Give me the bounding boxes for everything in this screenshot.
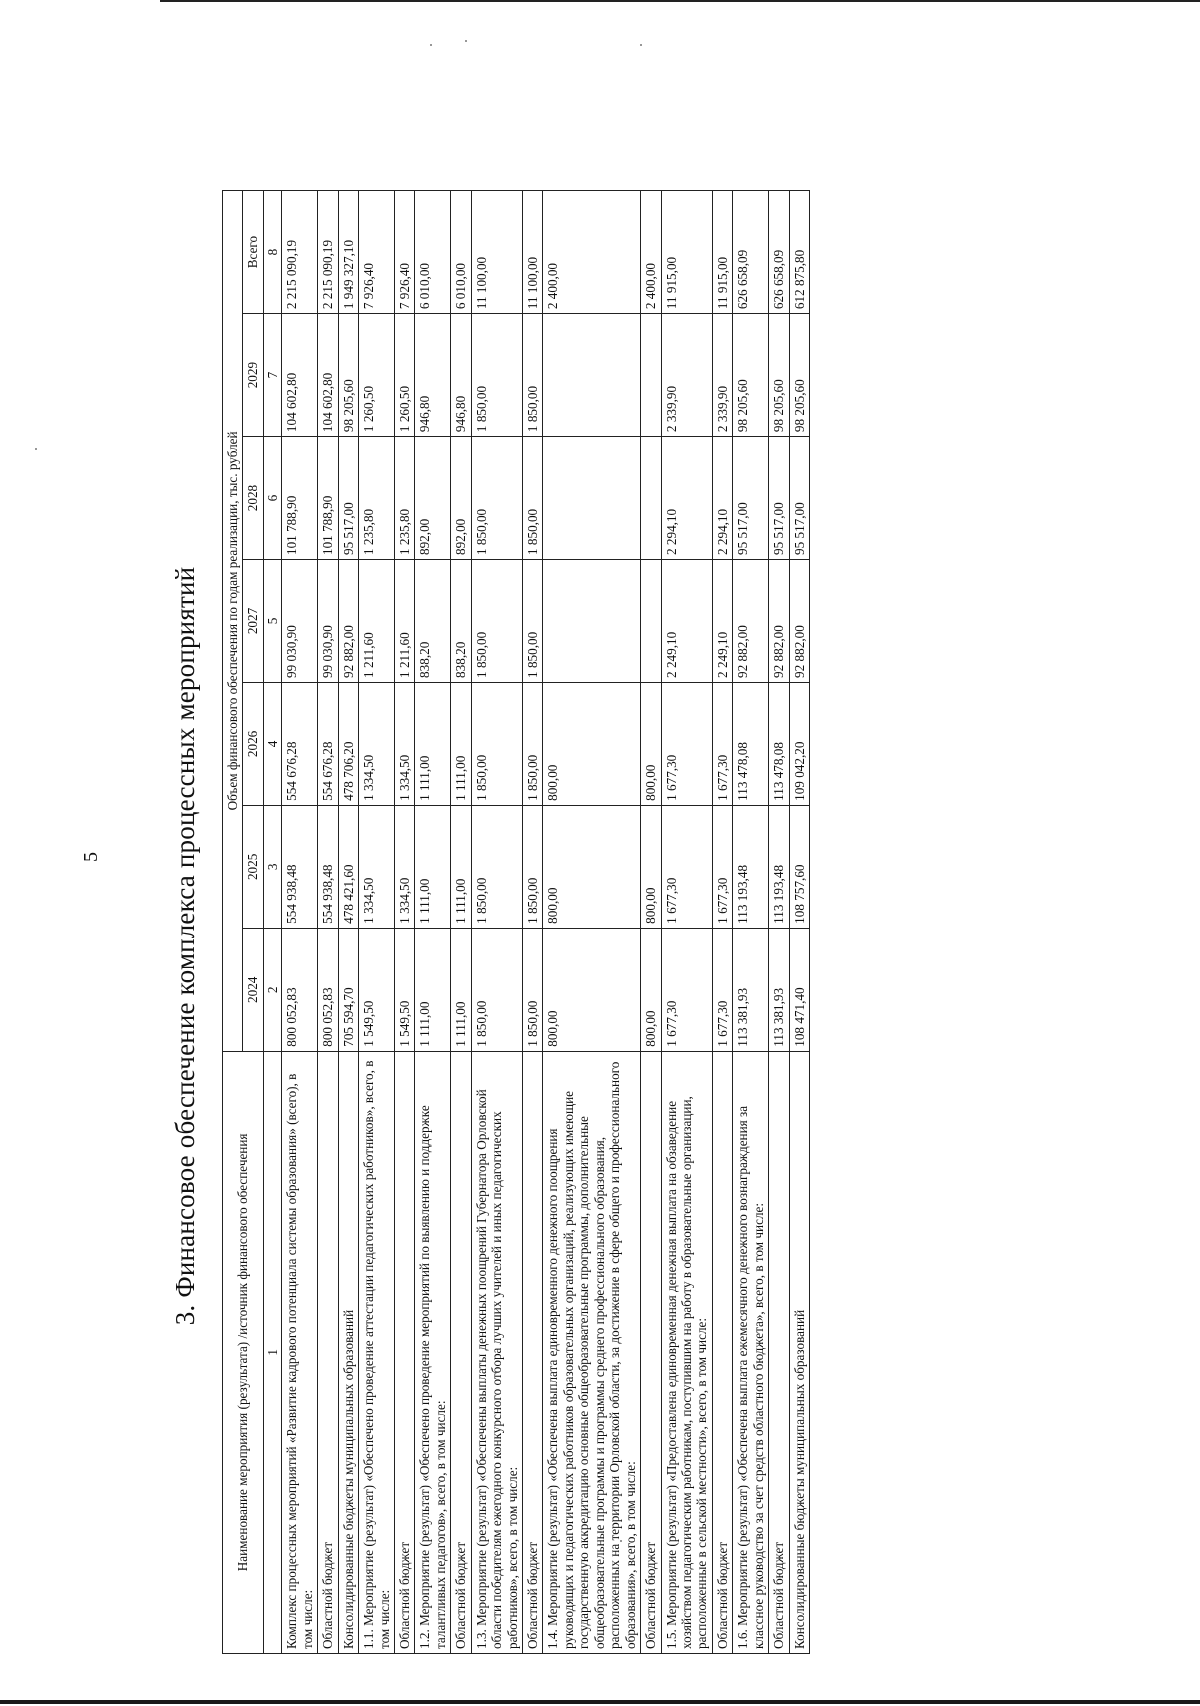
value-cell: 800 052,83: [282, 928, 318, 1051]
value-cell: 838,20: [451, 560, 471, 683]
column-index-cell: 2: [263, 928, 281, 1051]
value-cell: 626 658,09: [733, 191, 769, 314]
value-cell: 1 235,80: [359, 437, 395, 560]
value-cell: 1 211,60: [394, 560, 414, 683]
value-cell: 1 677,30: [712, 928, 732, 1051]
value-cell: 2 215 090,19: [282, 191, 318, 314]
value-cell: 1 260,50: [359, 314, 395, 437]
value-cell: 1 850,00: [471, 560, 522, 683]
table-row: [769, 191, 789, 1654]
value-cell: 554 676,28: [318, 682, 338, 805]
row-name-cell: 1.6. Мероприятие (результат) «Обеспечена выплата ежемесячного денежного вознаграждения за классное руководство за счет средств областного бюджета», всего, в том числе:: [733, 1051, 769, 1653]
table-row: [523, 191, 543, 1654]
header-year-cell: 2025: [243, 805, 263, 928]
table-row: [282, 191, 318, 1654]
value-cell: 1 111,00: [451, 928, 471, 1051]
value-cell: 113 193,48: [733, 805, 769, 928]
value-cell: 99 030,90: [318, 560, 338, 683]
header-funding-group: Объем финансового обеспечения по годам реализации, тыс. рублей: [223, 191, 243, 1052]
value-cell: 800,00: [641, 682, 661, 805]
value-cell: 626 658,09: [769, 191, 789, 314]
value-cell: 892,00: [415, 437, 451, 560]
value-cell: 2 249,10: [661, 560, 712, 683]
column-index-cell: 8: [263, 191, 281, 314]
value-cell: 98 205,60: [733, 314, 769, 437]
value-cell: 800,00: [543, 928, 641, 1051]
row-name-cell: Областной бюджет: [769, 1051, 789, 1653]
row-name-cell: Областной бюджет: [318, 1051, 338, 1653]
header-year-cell: 2027: [243, 560, 263, 683]
value-cell: 113 193,48: [769, 805, 789, 928]
column-index-row: [263, 191, 281, 1654]
value-cell: 92 882,00: [338, 560, 358, 683]
value-cell: 1 111,00: [415, 682, 451, 805]
table-row: [359, 191, 395, 1654]
value-cell: 1 850,00: [471, 805, 522, 928]
value-cell: 800 052,83: [318, 928, 338, 1051]
value-cell: 1 260,50: [394, 314, 414, 437]
value-cell: 6 010,00: [415, 191, 451, 314]
value-cell: 478 706,20: [338, 682, 358, 805]
value-cell: 109 042,20: [789, 682, 809, 805]
table-row: [789, 191, 809, 1654]
value-cell: 113 381,93: [769, 928, 789, 1051]
value-cell: 892,00: [451, 437, 471, 560]
table-row: [661, 191, 712, 1654]
value-cell: 2 294,10: [712, 437, 732, 560]
value-cell: 11 915,00: [661, 191, 712, 314]
value-cell: 113 478,08: [769, 682, 789, 805]
value-cell: 1 677,30: [661, 928, 712, 1051]
value-cell: 1 677,30: [661, 805, 712, 928]
table-row: [394, 191, 414, 1654]
value-cell: 800,00: [641, 928, 661, 1051]
value-cell: 2 339,90: [712, 314, 732, 437]
table-body: [263, 191, 809, 1654]
value-cell: 1 850,00: [523, 805, 543, 928]
table-row: [318, 191, 338, 1654]
value-cell: 946,80: [415, 314, 451, 437]
value-cell: 1 111,00: [451, 682, 471, 805]
value-cell: 2 249,10: [712, 560, 732, 683]
table-row: [471, 191, 522, 1654]
value-cell: 92 882,00: [789, 560, 809, 683]
value-cell: 705 594,70: [338, 928, 358, 1051]
table-row: [641, 191, 661, 1654]
page-number: 5: [80, 852, 102, 862]
financing-table: [222, 190, 810, 1654]
value-cell: 800,00: [543, 805, 641, 928]
value-cell: 1 850,00: [471, 437, 522, 560]
header-name-column: Наименование мероприятия (результата) /источник финансового обеспечения: [223, 1051, 264, 1653]
value-cell: 554 676,28: [282, 682, 318, 805]
value-cell: 2 215 090,19: [318, 191, 338, 314]
value-cell: 2 294,10: [661, 437, 712, 560]
value-cell: 101 788,90: [282, 437, 318, 560]
value-cell: 838,20: [415, 560, 451, 683]
value-cell: 2 400,00: [641, 191, 661, 314]
value-cell: 1 850,00: [523, 437, 543, 560]
value-cell: 1 949 327,10: [338, 191, 358, 314]
header-year-cell: 2024: [243, 928, 263, 1051]
value-cell: 6 010,00: [451, 191, 471, 314]
value-cell: [641, 560, 661, 683]
value-cell: 1 111,00: [415, 928, 451, 1051]
column-index-cell: 6: [263, 437, 281, 560]
row-name-cell: 1.3. Мероприятие (результат) «Обеспечены выплаты денежных поощрений Губернатора Орловской области победителям ежегодного конкурсного отбора лучших учителей и иных педагогических работников», всего, в том числе:: [471, 1051, 522, 1653]
value-cell: 98 205,60: [789, 314, 809, 437]
value-cell: 101 788,90: [318, 437, 338, 560]
value-cell: 1 850,00: [523, 314, 543, 437]
value-cell: 1 549,50: [359, 928, 395, 1051]
scan-top-edge-line: [160, 0, 1200, 2]
value-cell: 1 677,30: [661, 682, 712, 805]
value-cell: 98 205,60: [338, 314, 358, 437]
value-cell: 104 602,80: [282, 314, 318, 437]
table-row: [543, 191, 641, 1654]
table-row: [338, 191, 358, 1654]
value-cell: 2 400,00: [543, 191, 641, 314]
value-cell: 1 334,50: [394, 682, 414, 805]
value-cell: 7 926,40: [359, 191, 395, 314]
value-cell: 1 850,00: [523, 928, 543, 1051]
value-cell: 11 915,00: [712, 191, 732, 314]
value-cell: 92 882,00: [769, 560, 789, 683]
value-cell: 2 339,90: [661, 314, 712, 437]
row-name-cell: Областной бюджет: [712, 1051, 732, 1653]
value-cell: 800,00: [641, 805, 661, 928]
column-index-cell: 3: [263, 805, 281, 928]
value-cell: 1 111,00: [451, 805, 471, 928]
value-cell: 1 334,50: [359, 682, 395, 805]
table-row: [451, 191, 471, 1654]
row-name-cell: Консолидированные бюджеты муниципальных образований: [338, 1051, 358, 1653]
value-cell: 800,00: [543, 682, 641, 805]
section-title: 3. Финансовое обеспечение комплекса процессных мероприятий: [170, 566, 200, 1326]
value-cell: 612 875,80: [789, 191, 809, 314]
row-name-cell: Областной бюджет: [451, 1051, 471, 1653]
header-year-cell: 2026: [243, 682, 263, 805]
column-index-cell: 5: [263, 560, 281, 683]
column-index-cell: 4: [263, 682, 281, 805]
row-name-cell: Консолидированные бюджеты муниципальных образований: [789, 1051, 809, 1653]
value-cell: [641, 437, 661, 560]
value-cell: 1 677,30: [712, 805, 732, 928]
row-name-cell: 1.1. Мероприятие (результат) «Обеспечено проведение аттестации педагогических работников», всего, в том числе:: [359, 1051, 395, 1653]
value-cell: 1 334,50: [394, 805, 414, 928]
value-cell: 1 850,00: [471, 928, 522, 1051]
row-name-cell: Комплекс процессных мероприятий «Развитие кадрового потенциала системы образования» (всего), в том числе:: [282, 1051, 318, 1653]
value-cell: 11 100,00: [523, 191, 543, 314]
column-index-cell: 7: [263, 314, 281, 437]
row-name-cell: Областной бюджет: [523, 1051, 543, 1653]
row-name-cell: Областной бюджет: [394, 1051, 414, 1653]
value-cell: 95 517,00: [769, 437, 789, 560]
value-cell: [543, 560, 641, 683]
value-cell: 113 381,93: [733, 928, 769, 1051]
value-cell: [641, 314, 661, 437]
header-year-cell: 2029: [243, 314, 263, 437]
value-cell: 99 030,90: [282, 560, 318, 683]
value-cell: 1 677,30: [712, 682, 732, 805]
value-cell: 11 100,00: [471, 191, 522, 314]
value-cell: 1 549,50: [394, 928, 414, 1051]
value-cell: [543, 437, 641, 560]
value-cell: 108 757,60: [789, 805, 809, 928]
table-row: [712, 191, 732, 1654]
value-cell: 1 334,50: [359, 805, 395, 928]
value-cell: 92 882,00: [733, 560, 769, 683]
value-cell: 1 111,00: [415, 805, 451, 928]
value-cell: 1 850,00: [523, 560, 543, 683]
value-cell: 554 938,48: [282, 805, 318, 928]
value-cell: 95 517,00: [733, 437, 769, 560]
row-name-cell: 1.4. Мероприятие (результат) «Обеспечена выплата единовременного денежного поощрения руководящих и педагогических работников образовательных организаций, реализующих имеющие государственную аккредитацию основные общеобразовательные программы, дополнительные общеобразовательные программы и программы среднего профессионального образования, расположенных на территории Орловской области, за достижение в сфере общего и профессионального образования», всего, в том числе:: [543, 1051, 641, 1653]
value-cell: 104 602,80: [318, 314, 338, 437]
value-cell: [543, 314, 641, 437]
rotated-document-page: [0, 16, 1200, 1706]
header-year-cell: Всего: [243, 191, 263, 314]
table-row: [733, 191, 769, 1654]
row-name-cell: Областной бюджет: [641, 1051, 661, 1653]
value-cell: 946,80: [451, 314, 471, 437]
value-cell: 478 421,60: [338, 805, 358, 928]
column-index-cell: 1: [263, 1051, 281, 1653]
header-year-cell: 2028: [243, 437, 263, 560]
value-cell: 98 205,60: [769, 314, 789, 437]
value-cell: 108 471,40: [789, 928, 809, 1051]
value-cell: 95 517,00: [789, 437, 809, 560]
value-cell: 95 517,00: [338, 437, 358, 560]
row-name-cell: 1.2. Мероприятие (результат) «Обеспечено проведение мероприятий по выявлению и поддержке талантливых педагогов», всего, в том числе:: [415, 1051, 451, 1653]
value-cell: 1 850,00: [523, 682, 543, 805]
value-cell: 554 938,48: [318, 805, 338, 928]
table-row: [415, 191, 451, 1654]
value-cell: 1 211,60: [359, 560, 395, 683]
value-cell: 7 926,40: [394, 191, 414, 314]
value-cell: 1 850,00: [471, 314, 522, 437]
value-cell: 1 235,80: [394, 437, 414, 560]
row-name-cell: 1.5. Мероприятие (результат) «Предоставлена единовременная денежная выплата на обзаведение хозяйством педагогическим работникам, поступившим на работу в образовательные организации, расположенные в сельской местности», всего, в том числе:: [661, 1051, 712, 1653]
value-cell: 1 850,00: [471, 682, 522, 805]
value-cell: 113 478,08: [733, 682, 769, 805]
